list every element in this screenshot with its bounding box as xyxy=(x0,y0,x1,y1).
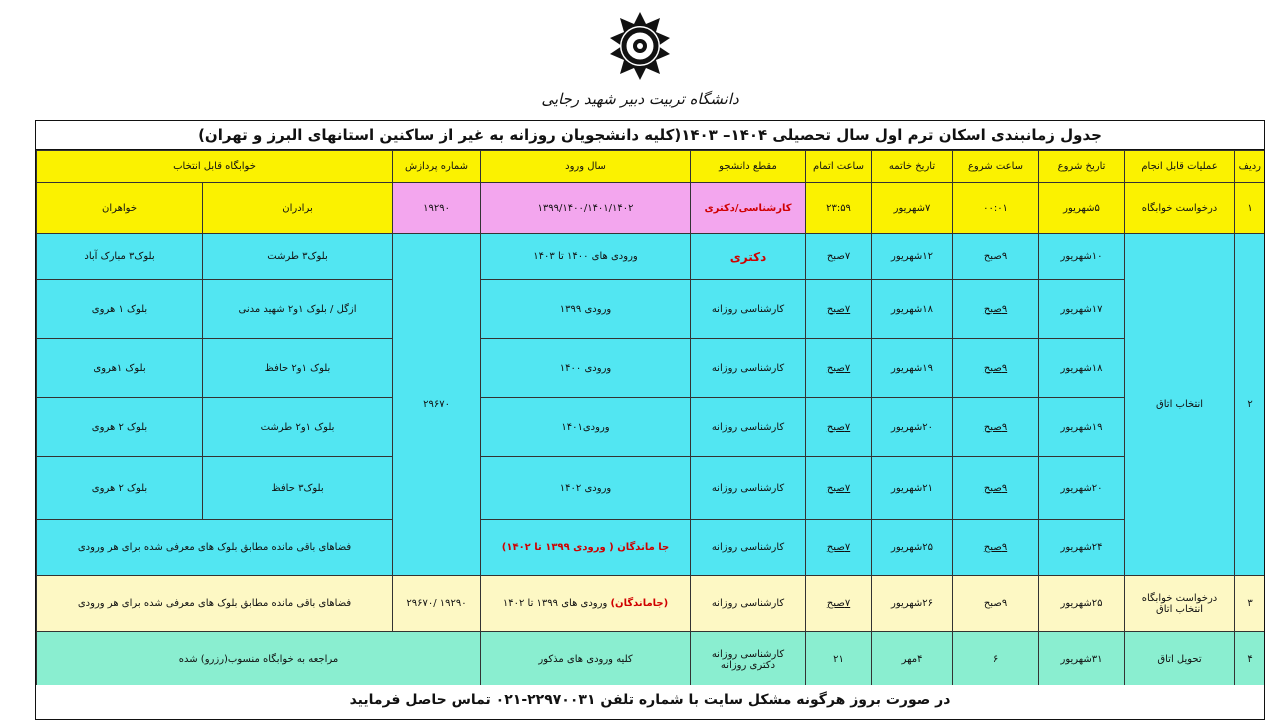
table-row xyxy=(37,632,1266,688)
row2-start-time: ۹صبح xyxy=(953,339,1039,398)
row4-dorm: مراجعه به خوابگاه منسوب(رزرو) شده xyxy=(37,632,481,688)
row1-end-time: ۲۳:۵۹ xyxy=(806,183,872,234)
row2-brothers: بلوک۳ طرشت xyxy=(203,234,393,280)
header-end-time: ساعت اتمام xyxy=(806,151,872,183)
row3-payment: ۱۹۲۹۰ /۲۹۶۷۰ xyxy=(393,576,481,632)
university-logo xyxy=(540,6,740,116)
row2-payment: ۲۹۶۷۰ xyxy=(393,234,481,576)
row2-end-date: ۱۹شهریور xyxy=(872,339,953,398)
table-row xyxy=(37,576,1266,632)
row2-dorm: فضاهای باقی مانده مطابق بلوک های معرفی شده برای هر ورودی xyxy=(37,520,393,576)
row4-entry: کلیه ورودی های مذکور xyxy=(481,632,691,688)
row1-start-date: ۵شهریور xyxy=(1039,183,1125,234)
header-entry: سال ورود xyxy=(481,151,691,183)
header-payment: شماره پردازش xyxy=(393,151,481,183)
row4-num: ۴ xyxy=(1235,632,1265,688)
row2-level: دکتری xyxy=(691,234,806,280)
row2-start-date: ۲۰شهریور xyxy=(1039,457,1125,520)
row2-start-time: ۹صبح xyxy=(953,520,1039,576)
row2-brothers: بلوک ۱و۲ طرشت xyxy=(203,398,393,457)
row2-start-date: ۲۴شهریور xyxy=(1039,520,1125,576)
header-start-date: تاریخ شروع xyxy=(1039,151,1125,183)
row2-start-time: ۹صبح xyxy=(953,234,1039,280)
university-emblem-icon xyxy=(608,10,672,82)
row4-end-date: ۴مهر xyxy=(872,632,953,688)
row2-start-time: ۹صبح xyxy=(953,280,1039,339)
row1-level: کارشناسی/دکتری xyxy=(691,183,806,234)
header-operations: عملیات قابل انجام xyxy=(1125,151,1235,183)
row1-start-time: ۰۰:۰۱ xyxy=(953,183,1039,234)
university-name: دانشگاه تربیت دبیر شهید رجایی xyxy=(541,90,739,108)
row2-end-time: ۷صبح xyxy=(806,280,872,339)
row2-entry: جا ماندگان ( ورودی ۱۳۹۹ تا ۱۴۰۲) xyxy=(481,520,691,576)
row2-start-date: ۱۷شهریور xyxy=(1039,280,1125,339)
header-end-date: تاریخ خاتمه xyxy=(872,151,953,183)
row3-end-date: ۲۶شهریور xyxy=(872,576,953,632)
row2-level: کارشناسی روزانه xyxy=(691,520,806,576)
row2-sisters: بلوک ۲ هروی xyxy=(37,398,203,457)
row2-start-time: ۹صبح xyxy=(953,398,1039,457)
row4-level xyxy=(691,632,806,688)
footer-contact-note: در صورت بروز هرگونه مشکل سایت با شماره تلفن ۲۲۹۷۰۰۳۱-۰۲۱ تماس حاصل فرمایید xyxy=(36,685,1264,720)
row2-level: کارشناسی روزانه xyxy=(691,280,806,339)
row3-entry xyxy=(481,576,691,632)
table-row xyxy=(37,457,1266,520)
table-row xyxy=(37,520,1266,576)
header-level: مقطع دانشجو xyxy=(691,151,806,183)
row3-op-line2: انتخاب اتاق xyxy=(1155,603,1204,615)
header-dorm: خوابگاه قابل انتخاب xyxy=(37,151,393,183)
table-row xyxy=(37,183,1266,234)
table-header-row xyxy=(37,151,1266,183)
row3-start-time: ۹صبح xyxy=(953,576,1039,632)
row3-num: ۳ xyxy=(1235,576,1265,632)
row2-entry: ورودی ۱۴۰۲ xyxy=(481,457,691,520)
row2-end-date: ۱۲شهریور xyxy=(872,234,953,280)
header-radif: ردیف xyxy=(1235,151,1265,183)
header-start-time: ساعت شروع xyxy=(953,151,1039,183)
row1-op: درخواست خوابگاه xyxy=(1125,183,1235,234)
row2-end-date: ۲۱شهریور xyxy=(872,457,953,520)
row2-sisters: بلوک۳ مبارک آباد xyxy=(37,234,203,280)
row2-op: انتخاب اتاق xyxy=(1125,234,1235,576)
row2-end-time: ۷صبح xyxy=(806,398,872,457)
row2-end-date: ۲۰شهریور xyxy=(872,398,953,457)
schedule-sheet xyxy=(35,120,1265,720)
table-row xyxy=(37,339,1266,398)
row3-op xyxy=(1125,576,1235,632)
row2-end-time: ۷صبح xyxy=(806,234,872,280)
row2-entry: ورودی۱۴۰۱ xyxy=(481,398,691,457)
row2-level: کارشناسی روزانه xyxy=(691,339,806,398)
row3-entry-rest: ورودی های ۱۳۹۹ تا ۱۴۰۲ xyxy=(502,598,608,609)
row2-start-date: ۱۰شهریور xyxy=(1039,234,1125,280)
row4-end-time: ۲۱ xyxy=(806,632,872,688)
row3-end-time: ۷صبح xyxy=(806,576,872,632)
row3-op-line1: درخواست خوابگاه xyxy=(1141,592,1218,604)
table-row xyxy=(37,398,1266,457)
row2-end-date: ۱۸شهریور xyxy=(872,280,953,339)
page-title: جدول زمانبندی اسکان ترم اول سال تحصیلی ۱۴۰۴– ۱۴۰۳(کلیه دانشجویان روزانه به غیر از ساکنین استانهای البرز و تهران) xyxy=(36,121,1264,150)
row3-level: کارشناسی روزانه xyxy=(691,576,806,632)
row2-end-time: ۷صبح xyxy=(806,339,872,398)
schedule-table xyxy=(36,150,1265,688)
row3-dorm: فضاهای باقی مانده مطابق بلوک های معرفی شده برای هر ورودی xyxy=(37,576,393,632)
row2-end-time: ۷صبح xyxy=(806,457,872,520)
sisters-header: خواهران xyxy=(37,183,203,234)
row2-sisters: بلوک ۱ هروی xyxy=(37,280,203,339)
row1-payment: ۱۹۲۹۰ xyxy=(393,183,481,234)
row2-sisters: بلوک ۱هروی xyxy=(37,339,203,398)
row2-start-date: ۱۸شهریور xyxy=(1039,339,1125,398)
row4-level-line1: کارشناسی روزانه xyxy=(711,648,785,660)
row2-num: ۲ xyxy=(1235,234,1265,576)
row2-entry: ورودی ۱۳۹۹ xyxy=(481,280,691,339)
row2-brothers: بلوک۳ حافظ xyxy=(203,457,393,520)
row1-end-date: ۷شهریور xyxy=(872,183,953,234)
row4-op: تحویل اتاق xyxy=(1125,632,1235,688)
row2-entry: ورودی ۱۴۰۰ xyxy=(481,339,691,398)
row2-sisters: بلوک ۲ هروی xyxy=(37,457,203,520)
row3-start-date: ۲۵شهریور xyxy=(1039,576,1125,632)
row2-brothers: بلوک ۱و۲ حافظ xyxy=(203,339,393,398)
row2-start-date: ۱۹شهریور xyxy=(1039,398,1125,457)
row2-end-time: ۷صبح xyxy=(806,520,872,576)
row2-start-time: ۹صبح xyxy=(953,457,1039,520)
row4-start-time: ۶ xyxy=(953,632,1039,688)
table-row xyxy=(37,234,1266,280)
row2-entry: ورودی های ۱۴۰۰ تا ۱۴۰۳ xyxy=(481,234,691,280)
brothers-header: برادران xyxy=(203,183,393,234)
row4-level-line2: دکتری روزانه xyxy=(720,659,776,671)
row2-end-date: ۲۵شهریور xyxy=(872,520,953,576)
row1-entry: ۱۳۹۹/۱۴۰۰/۱۴۰۱/۱۴۰۲ xyxy=(481,183,691,234)
row1-num: ۱ xyxy=(1235,183,1265,234)
row4-start-date: ۳۱شهریور xyxy=(1039,632,1125,688)
row2-level: کارشناسی روزانه xyxy=(691,457,806,520)
row2-brothers: ازگل / بلوک ۱و۲ شهید مدنی xyxy=(203,280,393,339)
row3-entry-red: (جاماندگان) xyxy=(610,598,669,609)
table-row xyxy=(37,280,1266,339)
row2-level: کارشناسی روزانه xyxy=(691,398,806,457)
